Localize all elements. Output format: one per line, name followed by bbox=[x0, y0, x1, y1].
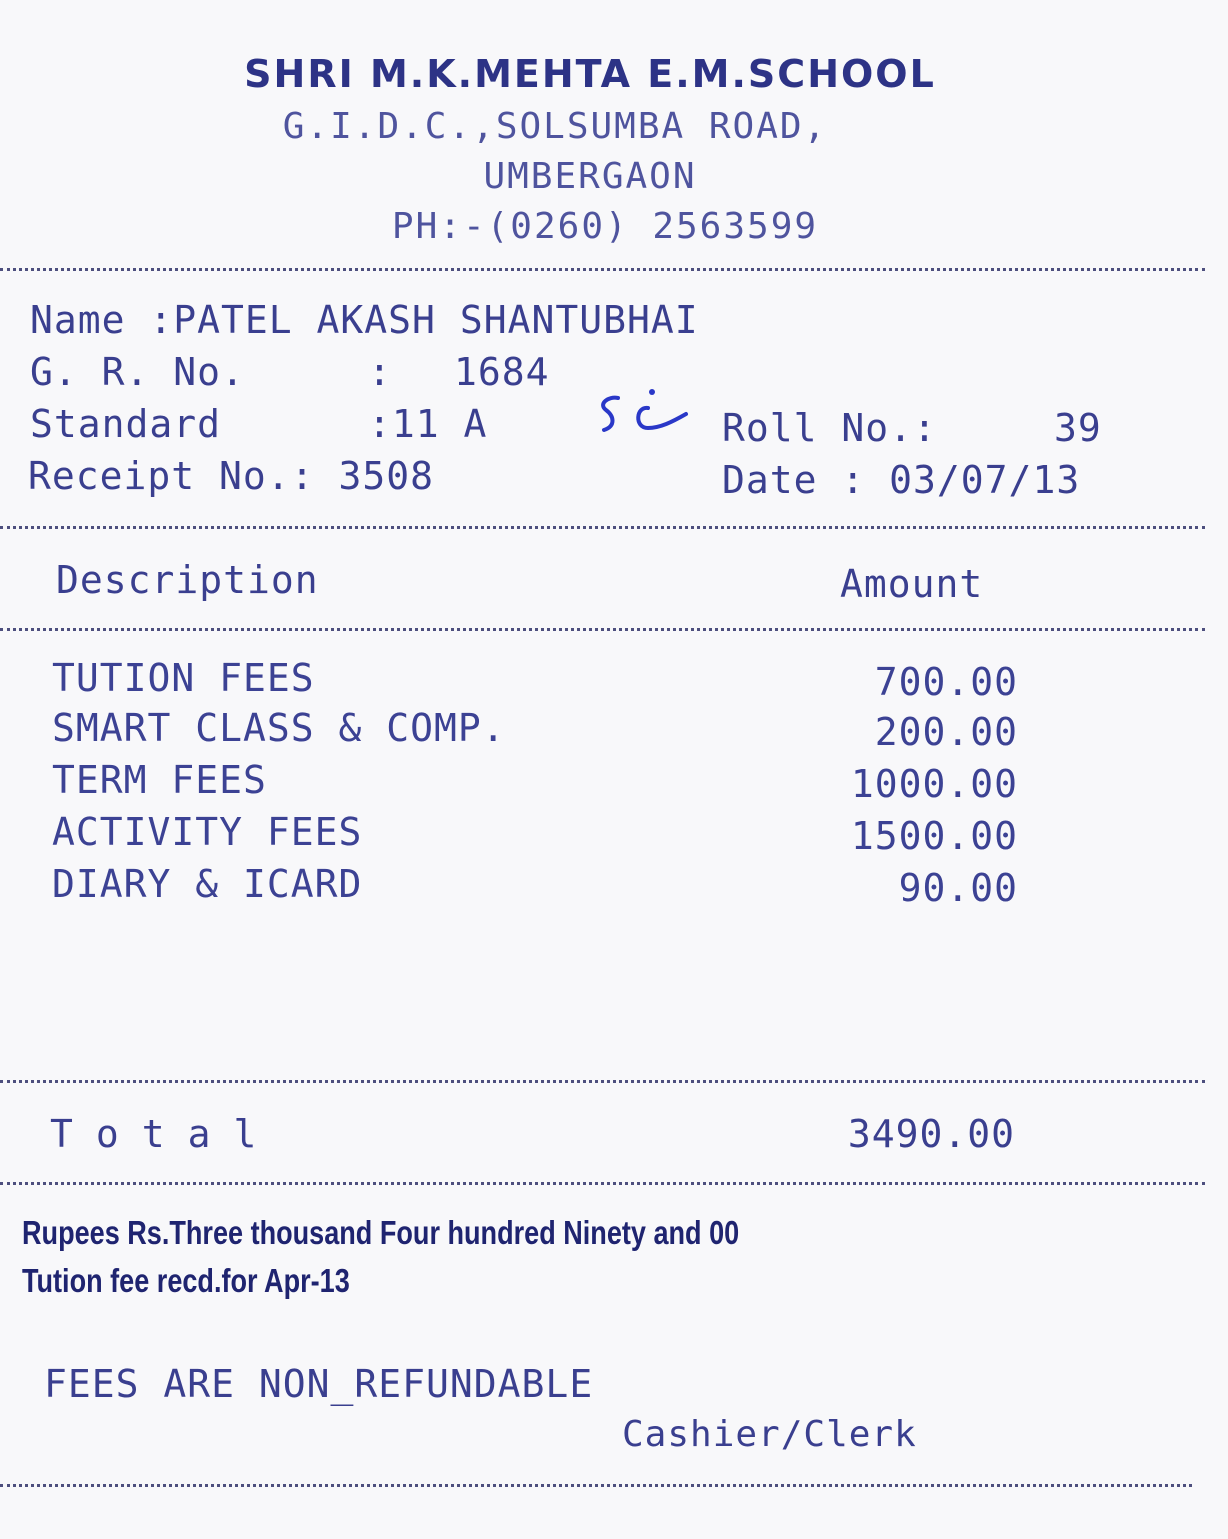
roll-number: 39 bbox=[1054, 406, 1102, 450]
item-amount: 90.00 bbox=[898, 866, 1018, 910]
non-refundable-note: FEES ARE NON_REFUNDABLE bbox=[44, 1362, 594, 1406]
date-label: Date : bbox=[722, 458, 866, 502]
item-description: TERM FEES bbox=[52, 758, 267, 802]
name-row bbox=[30, 298, 699, 342]
item-amount: 200.00 bbox=[874, 710, 1018, 754]
item-amount: 700.00 bbox=[874, 660, 1018, 704]
school-phone: PH:-(0260) 2563599 bbox=[391, 206, 819, 247]
standard-row bbox=[368, 402, 487, 446]
roll-label: Roll No.: bbox=[722, 406, 937, 450]
handwritten-annotation-icon bbox=[590, 378, 700, 458]
student-name: PATEL AKASH SHANTUBHAI bbox=[173, 298, 699, 342]
standard-separator: : bbox=[368, 402, 392, 446]
gr-label: G. R. No. bbox=[30, 350, 245, 394]
school-address-line2: UMBERGAON bbox=[483, 156, 697, 197]
receipt-label: Receipt No.: bbox=[28, 454, 315, 498]
divider bbox=[0, 1182, 1205, 1185]
item-description: DIARY & ICARD bbox=[52, 862, 363, 906]
item-description: SMART CLASS & COMP. bbox=[52, 706, 506, 750]
signatory-label: Cashier/Clerk bbox=[622, 1414, 917, 1455]
name-label: Name : bbox=[30, 298, 174, 342]
divider bbox=[0, 526, 1205, 529]
item-amount: 1500.00 bbox=[850, 814, 1018, 858]
fee-remark: Tution fee recd.for Apr-13 bbox=[22, 1262, 350, 1299]
receipt-row bbox=[28, 454, 434, 498]
school-address-line1: G.I.D.C.,SOLSUMBA ROAD, bbox=[282, 106, 828, 147]
column-header-description: Description bbox=[56, 558, 319, 602]
date-value: 03/07/13 bbox=[889, 458, 1081, 502]
gr-separator: : bbox=[368, 350, 392, 394]
total-amount: 3490.00 bbox=[847, 1112, 1015, 1156]
school-name: SHRI M.K.MEHTA E.M.SCHOOL bbox=[244, 52, 936, 96]
receipt-number: 3508 bbox=[338, 454, 434, 498]
item-description: ACTIVITY FEES bbox=[52, 810, 363, 854]
standard-label: Standard bbox=[30, 402, 222, 446]
date-row bbox=[722, 458, 1080, 502]
divider bbox=[0, 1484, 1192, 1487]
amount-in-words: Rupees Rs.Three thousand Four hundred Ninety and 00 bbox=[22, 1214, 740, 1251]
divider bbox=[0, 628, 1205, 631]
column-header-amount: Amount bbox=[840, 562, 984, 606]
standard-value: 11 A bbox=[391, 402, 488, 446]
divider bbox=[0, 268, 1205, 271]
divider bbox=[0, 1080, 1205, 1083]
gr-number: 1684 bbox=[454, 350, 550, 394]
item-description: TUTION FEES bbox=[52, 656, 315, 700]
item-amount: 1000.00 bbox=[850, 762, 1018, 806]
total-label: Total bbox=[50, 1112, 280, 1156]
